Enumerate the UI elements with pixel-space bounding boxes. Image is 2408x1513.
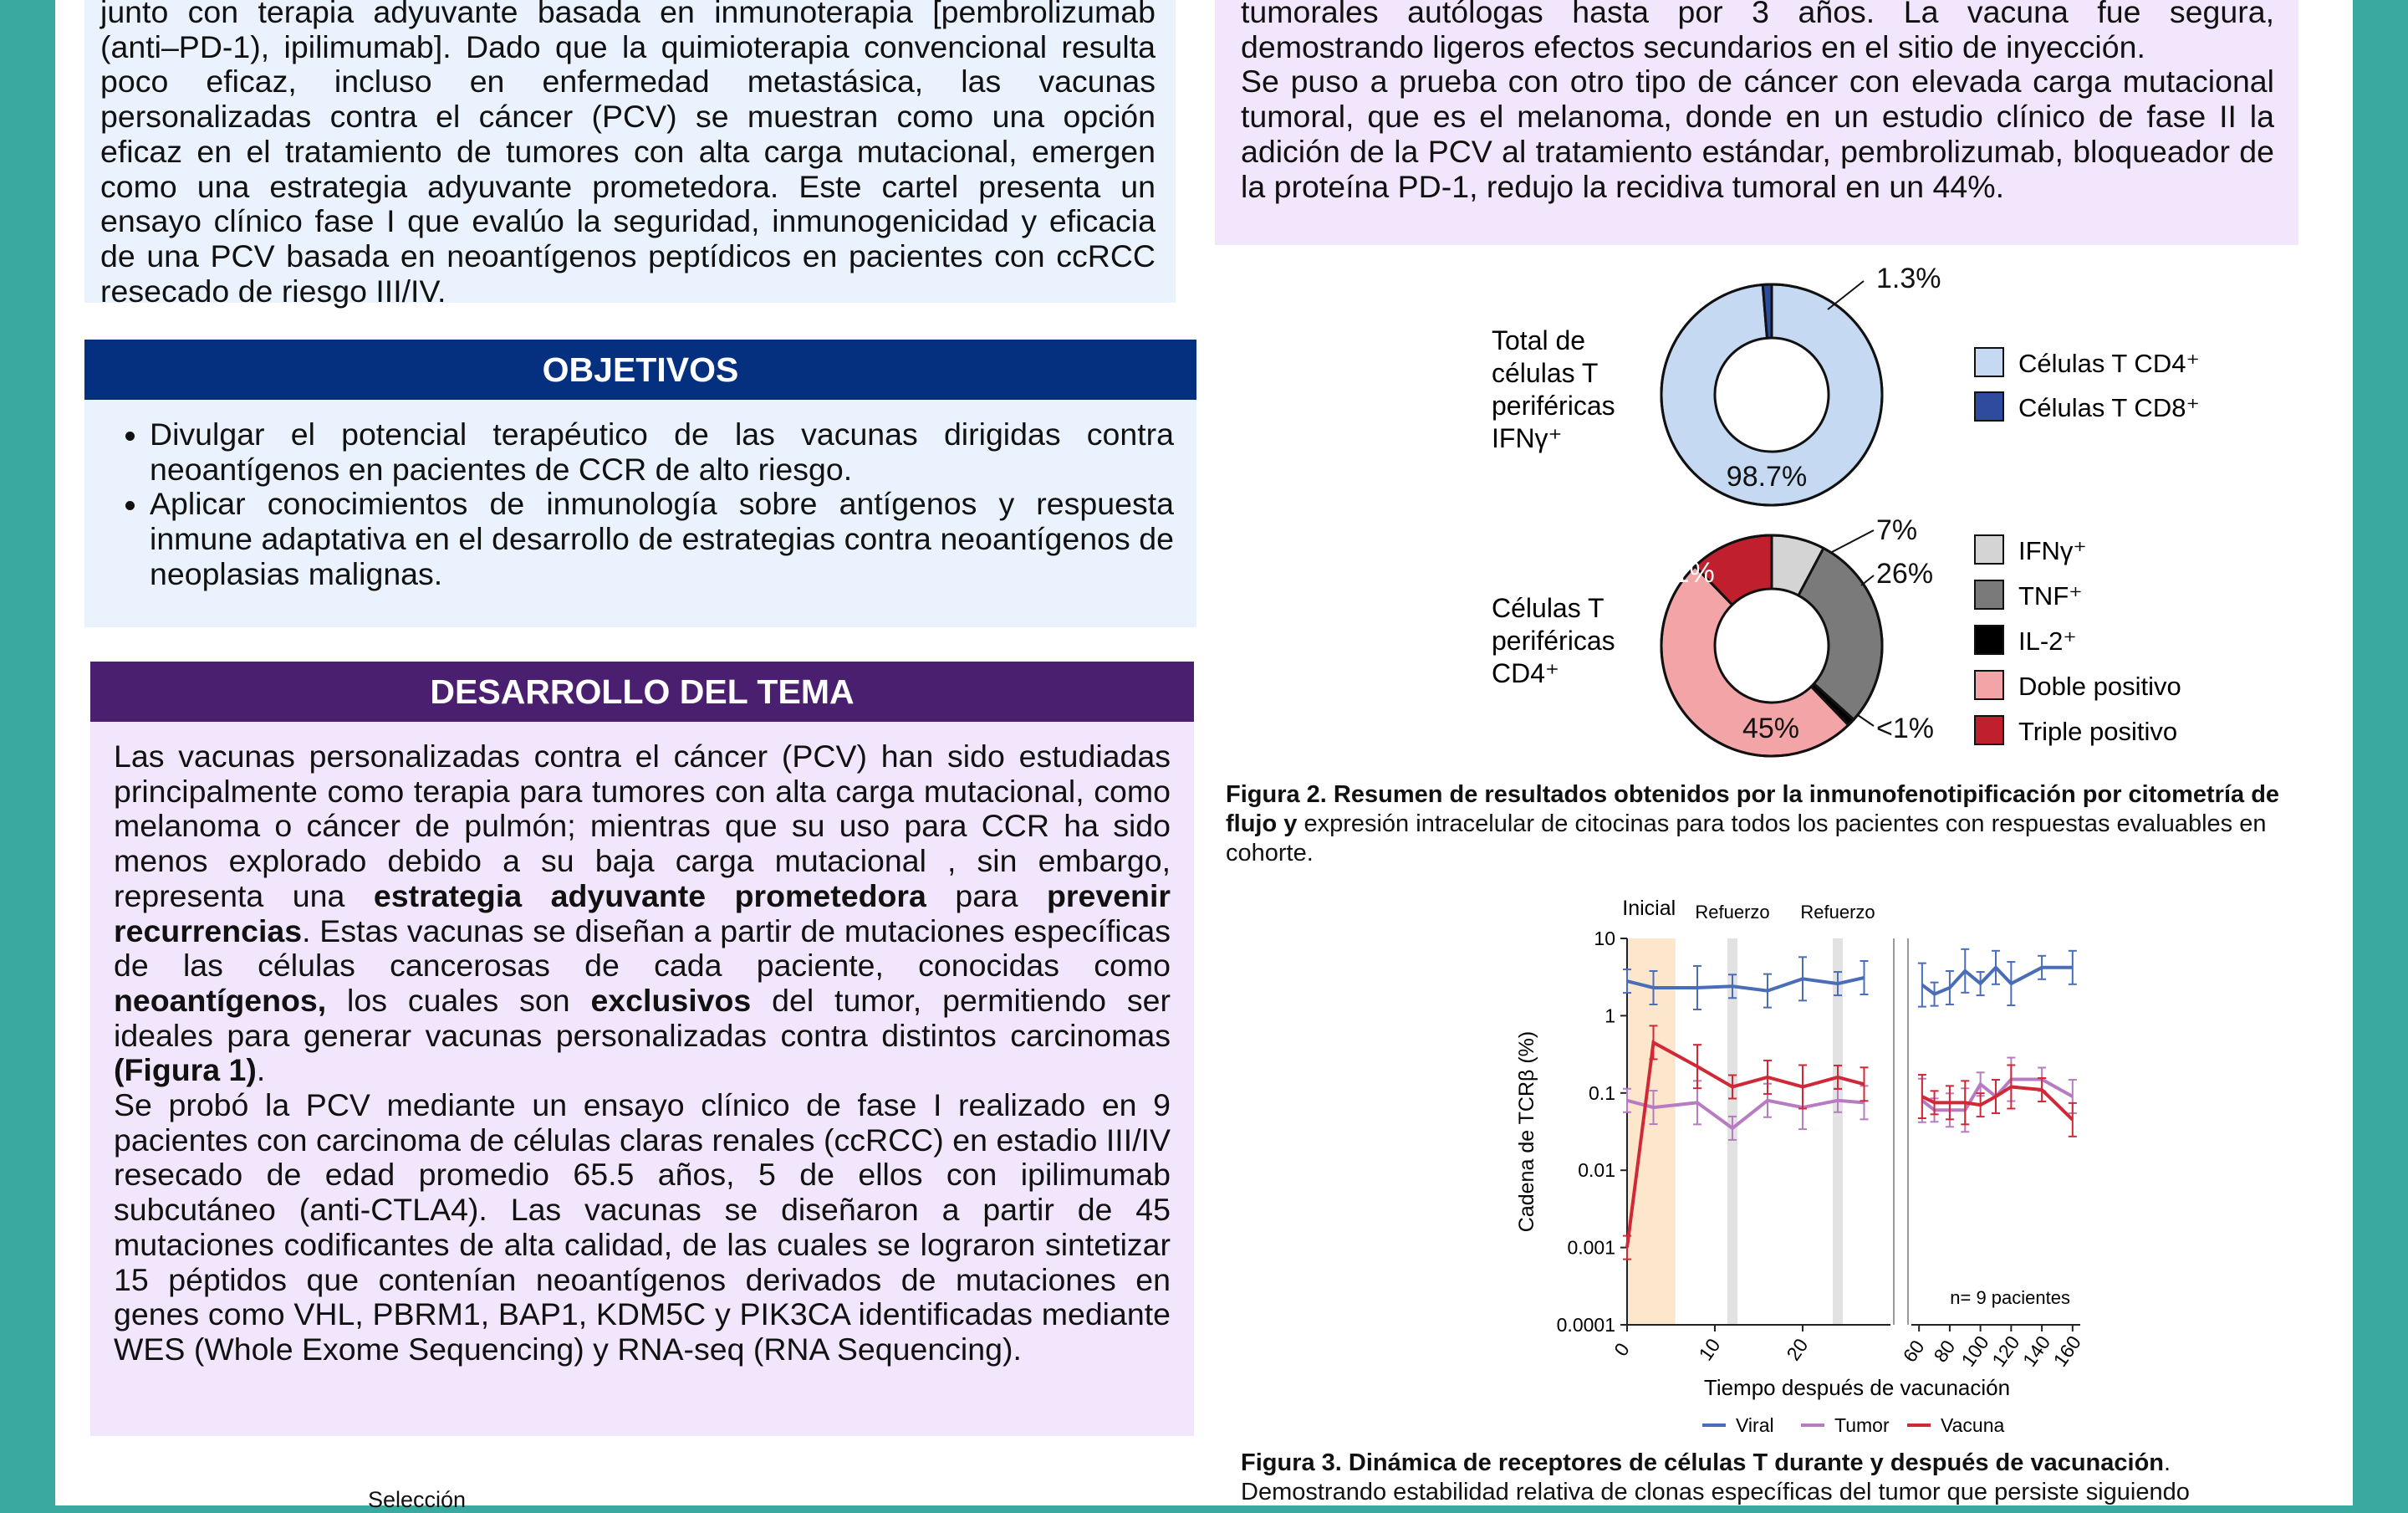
d2-leader-line [1832, 530, 1874, 552]
d1-title-line: células T [1492, 358, 1599, 388]
right-top-paragraph-1: tumorales autólogas hasta por 3 años. La vacuna fue segura, demostrando ligeros efectos secundarios en el sitio de inyección. [1241, 0, 2274, 64]
desarrollo-text [114, 739, 1171, 1367]
legend-label: Viral [1736, 1414, 1774, 1436]
series-line [1922, 1086, 2073, 1119]
x-tick-label: 0 [1610, 1338, 1634, 1361]
d2-value-label: 11% [1660, 557, 1715, 589]
y-tick-label: 0.0001 [1556, 1314, 1615, 1336]
y-tick-label: 10 [1594, 928, 1615, 949]
d2-value-label: <1% [1876, 713, 1934, 744]
objetivos-list [84, 417, 1174, 592]
d2-legend-label: IFNγ⁺ [2018, 536, 2087, 565]
d2-legend-swatch [1975, 626, 2003, 654]
d1-legend-label: Células T CD8⁺ [2018, 393, 2200, 422]
right-top-paragraph-2: Se puso a prueba con otro tipo de cáncer con elevada carga mutacional tumoral, que es el melanoma, donde en un estudio clínico de fase II la adición de la PCV al tratamiento estándar, pembrolizumab, bloqueador de la proteína PD-1, redujo la recidiva tumoral en un 44%. [1241, 64, 2274, 204]
booster-band [1833, 938, 1843, 1325]
objetivos-header [84, 340, 1196, 400]
objetivos-title: OBJETIVOS [542, 350, 739, 389]
x-tick-label: 60 [1898, 1336, 1929, 1367]
d2-title-line: periféricas [1492, 626, 1615, 656]
event-label: Refuerzo [1800, 902, 1875, 923]
x-tick-label: 80 [1929, 1336, 1960, 1367]
annotation: n= 9 pacientes [1950, 1287, 2070, 1308]
x-tick-label: 140 [2018, 1332, 2055, 1371]
desarrollo-paragraph-1: Las vacunas personalizadas contra el cáncer (PCV) han sido estudiadas principalmente como terapia para tumores con alta carga mutacional, como melanoma o cáncer de pulmón; mientras que su uso para CCR ha sido menos explorado debido a su baja carga mutacional , sin embargo, representa una estrategia adyuvante prometedora para prevenir recurrencias. Estas vacunas se diseñan a partir de mutaciones específicas de las células cancerosas de cada paciente, conocidas como neoantígenos, los cuales son exclusivos del tumor, permitiendo ser ideales para generar vacunas personalizadas contra distintos carcinomas (Figura 1). [114, 739, 1171, 1088]
x-tick-label: 120 [1987, 1332, 2024, 1371]
y-axis-label: Cadena de TCRβ (%) [1515, 1030, 1538, 1233]
d1-value-label: 1.3% [1876, 263, 1941, 294]
d1-legend-swatch [1975, 392, 2003, 421]
d2-legend-swatch [1975, 580, 2003, 609]
y-tick-label: 1 [1604, 1004, 1615, 1027]
series-vacuna [1623, 1025, 2077, 1259]
figure-2-caption: Figura 2. Resumen de resultados obtenidos por la inmunofenotipificación por citometría de flujo y expresión intracelular de citocinas para todos los pacientes con respuestas evaluables en cohorte. [1226, 781, 2280, 866]
objetivos-item: • Divulgar el potencial terapéutico de las vacunas dirigidas contra neoantígenos en pacientes de CCR de alto riesgo. [150, 417, 1174, 487]
legend-label: Vacuna [1941, 1414, 2005, 1436]
d1-value-label: 98.7% [1726, 461, 1808, 493]
donut-cd4 [1492, 514, 2181, 756]
intro-text [100, 0, 1156, 309]
d2-legend-label: IL-2⁺ [2018, 626, 2077, 656]
x-tick-label: 20 [1782, 1334, 1813, 1365]
d2-leader-line [1858, 715, 1874, 726]
series-tumor [1623, 1058, 2077, 1140]
d2-leader-line [1861, 575, 1874, 585]
d2-legend-swatch [1975, 671, 2003, 699]
figure-3-chart [1435, 878, 2120, 1447]
donut-total-ifng [1492, 263, 2200, 505]
objetivos-item: • Aplicar conocimientos de inmunología sobre antígenos y respuesta inmune adaptativa en el desarrollo de estrategias contra neoantígenos de neoplasias malignas. [150, 487, 1174, 591]
y-tick-label: 0.001 [1567, 1236, 1615, 1259]
legend-label: Tumor [1834, 1414, 1890, 1436]
d2-legend-swatch [1975, 716, 2003, 744]
desarrollo-title: DESARROLLO DEL TEMA [430, 672, 855, 711]
d1-title-line: Total de [1492, 325, 1586, 355]
right-top-text [1241, 0, 2274, 204]
y-tick-label: 0.1 [1589, 1081, 1615, 1104]
poster [55, 0, 2353, 1512]
d2-value-label: 26% [1876, 558, 1934, 590]
d2-legend-label: Triple positivo [2018, 717, 2178, 746]
x-axis-label: Tiempo después de vacunación [1703, 1375, 2011, 1400]
d1-legend-swatch [1975, 348, 2003, 376]
x-tick-label: 10 [1694, 1334, 1725, 1365]
initial-band [1627, 938, 1676, 1325]
d2-title-line: Células T [1492, 593, 1604, 623]
d1-legend-label: Células T CD4⁺ [2018, 349, 2200, 378]
d2-legend-label: TNF⁺ [2018, 581, 2083, 611]
desarrollo-header [90, 662, 1194, 722]
d1-title-line: periféricas [1492, 391, 1615, 421]
d2-legend-label: Doble positivo [2018, 672, 2181, 701]
d2-value-label: 45% [1742, 713, 1800, 744]
series-line [1922, 968, 2073, 994]
event-label: Inicial [1622, 897, 1676, 920]
d1-title-line: IFNγ⁺ [1492, 423, 1563, 453]
d2-title-line: CD4⁺ [1492, 658, 1559, 688]
event-label: Refuerzo [1695, 902, 1770, 923]
d1-leader-line [1828, 281, 1864, 309]
figure-2-chart [1393, 251, 2200, 769]
x-tick-label: 100 [1956, 1332, 1993, 1371]
d2-legend-swatch [1975, 535, 2003, 564]
y-tick-label: 0.01 [1578, 1159, 1615, 1182]
intro-paragraph: junto con terapia adyuvante basada en inmunoterapia [pembrolizumab (anti–PD-1), ipilimumab]. Dado que la quimioterapia convencional resulta poco eficaz, incluso en enfermedad metastásica, las vacunas personalizadas contra el cáncer (PCV) se muestran como una opción eficaz en el tratamiento de tumores con alta carga mutacional, emergen como una estrategia adyuvante prometedora. Este cartel presenta un ensayo clínico fase I que evalúo la seguridad, inmunogenicidad y eficacia de una PCV basada en neoantígenos peptídicos en pacientes con ccRCC resecado de riesgo III/IV. [100, 0, 1156, 309]
x-tick-label: 160 [2048, 1332, 2085, 1371]
bottom-left-label: Selección [368, 1487, 467, 1512]
d2-value-label: 7% [1876, 514, 1918, 546]
series-viral [1623, 949, 2077, 1010]
figure-3-caption: Figura 3. Dinámica de receptores de células T durante y después de vacunación. Demostrando estabilidad relativa de clonas específicas del tumor que persiste siguiendo [1241, 1449, 2190, 1505]
desarrollo-paragraph-2: Se probó la PCV mediante un ensayo clínico de fase I realizado en 9 pacientes con carcinoma de células claras renales (ccRCC) en estadio III/IV resecado de edad promedio 65.5 años, 5 de ellos con ipilimumab subcutáneo (anti-CTLA4). Las vacunas se diseñaron a partir de 45 mutaciones codificantes de alta calidad, de las cuales se lograron sintetizar 15 péptidos que contenían neoantígenos derivados de mutaciones en genes como VHL, PBRM1, BAP1, KDM5C y PIK3CA identificadas mediante WES (Whole Exome Sequencing) y RNA-seq (RNA Sequencing). [114, 1087, 1171, 1367]
